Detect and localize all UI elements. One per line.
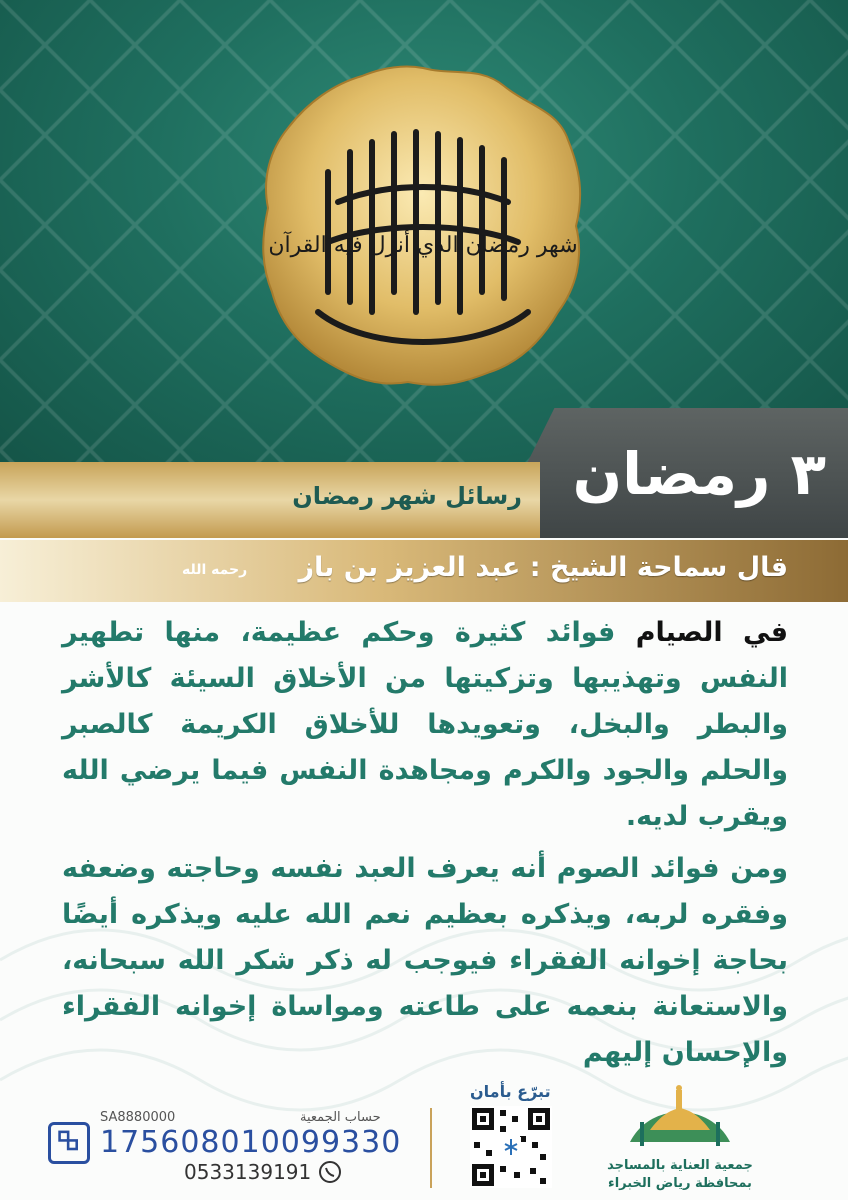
iban-prefix: SA8880000 [100, 1110, 176, 1125]
quote-intro: قال سماحة الشيخ : عبد العزيز بن باز [298, 552, 788, 583]
donate-label: تبرّع بأمان [470, 1082, 551, 1101]
whatsapp-icon [318, 1160, 342, 1184]
quote-band [0, 540, 848, 602]
honorific: رحمه الله [182, 562, 248, 578]
org-name-line-2: بمحافظة رياض الخبراء [608, 1176, 752, 1191]
qr-code-icon[interactable] [470, 1106, 552, 1188]
account-number: 175608010099330 [100, 1125, 402, 1160]
calligraphy-text: شهر رمضان الذي أنزل فيه القرآن [268, 233, 578, 258]
phone-number: 0533139191 [184, 1160, 312, 1184]
paragraph-1-text: فوائد كثيرة وحكم عظيمة، منها تطهير النفس وتهذيبها وتزكيتها من الأخلاق السيئة كالأشر والبطر والبخل، وتعويدها للأخلاق الكريمة كالصبر والحلم والجود والكرم ومجاهدة النفس فيما يرضي الله ويقرب لديه. [62, 617, 788, 832]
lead-word: في الصيام [635, 617, 788, 648]
account-label: حساب الجمعية [300, 1110, 381, 1125]
body-text [62, 610, 788, 1076]
paragraph-2: ومن فوائد الصوم أنه يعرف العبد نفسه وحاجته وضعفه وفقره لربه، ويذكره بعظيم نعم الله عليه ويذكره أيضًا بحاجة إخوانه الفقراء فيوجب له ذكر شكر الله سبحانه، والاستعانة بنعمه على طاعته ومواساة إخوانه الفقراء والإحسان إليهم [62, 853, 788, 1068]
footer-divider [430, 1108, 432, 1188]
bank-icon [48, 1122, 90, 1164]
org-name-line-1: جمعية العناية بالمساجد [607, 1158, 753, 1173]
paragraph-1 [62, 610, 788, 840]
day-title: ٣ رمضان [572, 440, 826, 508]
hero-background [0, 0, 848, 470]
mosque-logo-icon [620, 1082, 740, 1158]
calligraphy-emblem [258, 62, 588, 392]
series-title: رسائل شهر رمضان [292, 482, 522, 510]
series-band [0, 462, 540, 538]
